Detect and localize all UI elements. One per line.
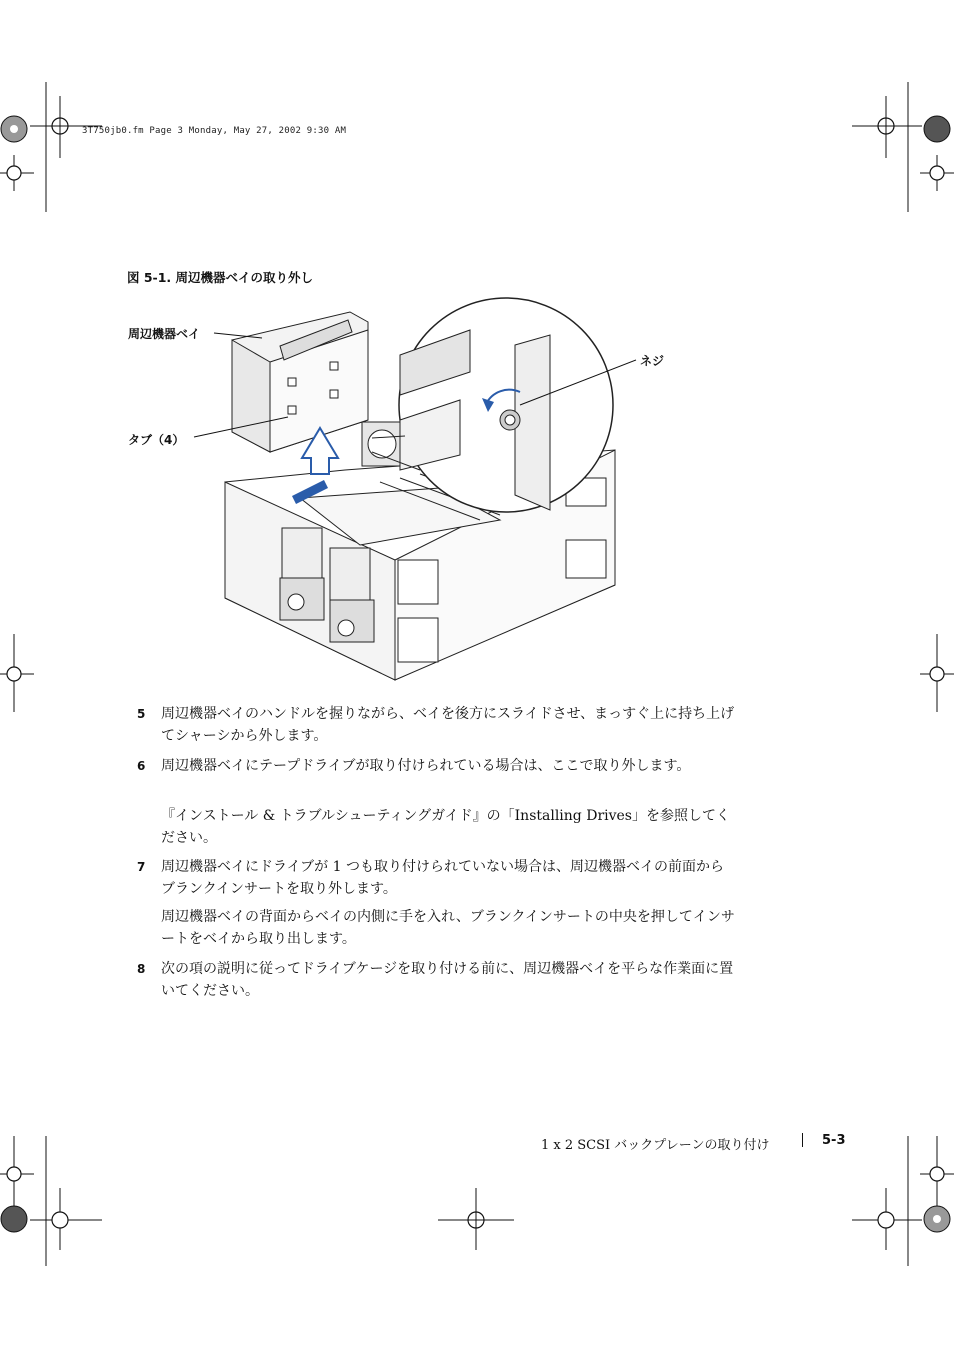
- footer-separator: [802, 1133, 803, 1147]
- step-text: 次の項の説明に従ってドライブケージを取り付ける前に、周辺機器ベイを平らな作業面に置いてください。: [161, 961, 734, 999]
- step-7-detail: 周辺機器ベイの背面からベイの内側に手を入れ、ブランクインサートの中央を押してインサートをベイから取り出します。: [161, 909, 735, 947]
- step-6: [137, 755, 737, 777]
- callout-screw: ネジ: [640, 354, 665, 368]
- step-text: 周辺機器ベイにドライブが 1 つも取り付けられていない場合は、周辺機器ベイの前面からブランクインサートを取り外します。: [161, 859, 724, 897]
- page-number: 5-3: [822, 1133, 846, 1148]
- callout-peripheral-bay: 周辺機器ベイ: [128, 327, 201, 341]
- file-meta-header: 3T750jb0.fm Page 3 Monday, May 27, 2002 9:30 AM: [82, 126, 347, 136]
- step-number: 8: [137, 962, 146, 976]
- step-7: [137, 856, 737, 900]
- step-number: 5: [137, 707, 146, 721]
- step-text: 周辺機器ベイのハンドルを握りながら、ベイを後方にスライドさせ、まっすぐ上に持ち上げてシャーシから外します。: [161, 706, 735, 744]
- step-6-reference: 『インストール & トラブルシューティングガイド』の「Installing Drives」を参照してください。: [161, 808, 730, 846]
- callout-tabs: タブ（4）: [128, 433, 185, 447]
- step-text: 周辺機器ベイにテープドライブが取り付けられている場合は、ここで取り外します。: [161, 758, 691, 774]
- step-number: 6: [137, 759, 146, 773]
- step-8: [137, 958, 737, 1002]
- step-number: 7: [137, 860, 146, 874]
- figure-caption: 図 5-1. 周辺機器ベイの取り外し: [127, 270, 314, 285]
- step-5: [137, 703, 737, 747]
- footer-section-title: 1 x 2 SCSI バックプレーンの取り付け: [541, 1138, 770, 1153]
